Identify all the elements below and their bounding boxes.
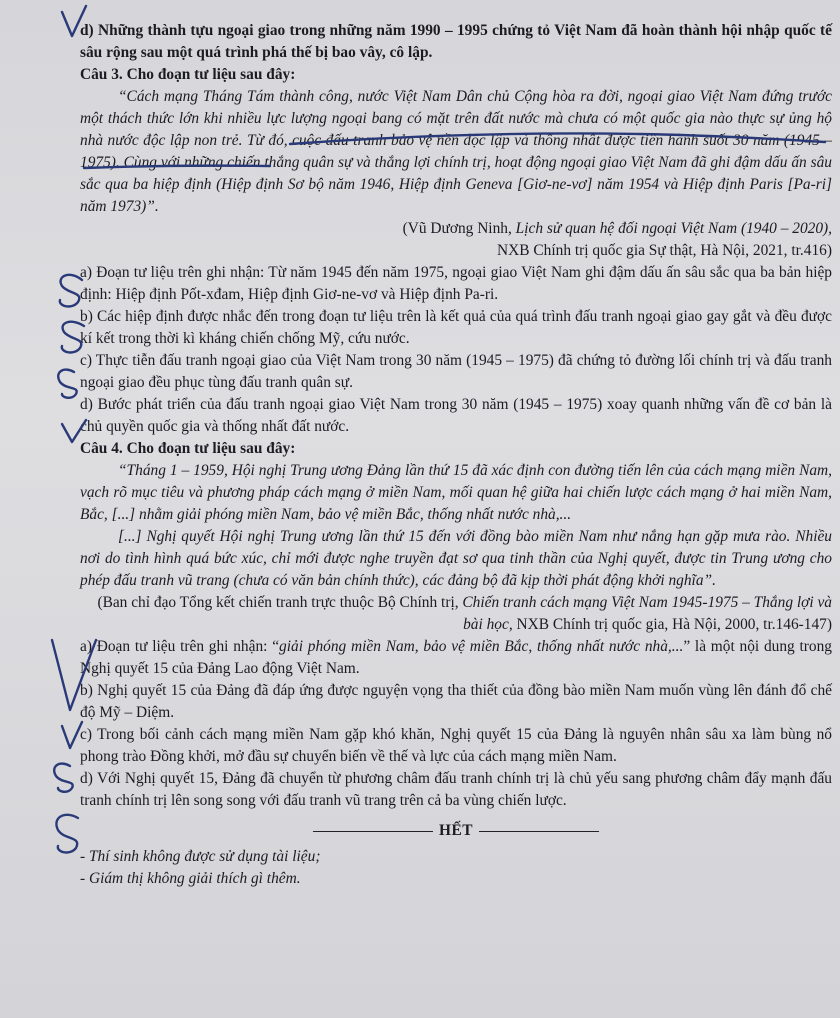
end-rule-right: [479, 831, 599, 832]
q3-option-b: b) Các hiệp định được nhắc đến trong đoạn tư liệu trên là kết quả của quá trình đấu tranh ngoại giao gay gắt và đều được kí kết trong thời kì kháng chiến chống Mỹ, cứu nước.: [80, 308, 832, 347]
q2-option-d-text: d) Những thành tựu ngoại giao trong những năm 1990 – 1995 chứng tỏ Việt Nam đã hoàn thành hội nhập quốc tế sâu rộng sau một quá trình phá thế bị bao vây, cô lập.: [80, 22, 832, 61]
q4-quote-1: “Tháng 1 – 1959, Hội nghị Trung ương Đảng lần thứ 15 đã xác định con đường tiến lên của cách mạng miền Nam, vạch rõ mục tiêu và phương pháp cách mạng ở miền Nam, mối quan hệ giữa hai chiến lược cách mạng ở hai miền Nam, Bắc, [...] nhằm giải phóng miền Nam, bảo vệ miền Bắc, thống nhất nước nhà,...: [80, 462, 832, 523]
q4-quote-2: [...] Nghị quyết Hội nghị Trung ương lần thứ 15 đến với đồng bào miền Nam như nắng hạn gặp mưa rào. Nhiều nơi do tình hình quá bức xúc, chỉ mới được nghe truyền đạt sơ qua tinh thần của Nghị quyết, được tin Trung ương cho phép đấu tranh vũ trang (chưa có văn bản chính thức), các đảng bộ đã kịp thời phát động khởi nghĩa”.: [80, 528, 832, 589]
q3-quote: “Cách mạng Tháng Tám thành công, nước Việt Nam Dân chủ Cộng hòa ra đời, ngoại giao Việt Nam đứng trước một thách thức lớn khi nhiều lực lượng ngoại bang có mặt trên đất nước mà chưa có một quốc gia nào thực sự ủng hộ nhà nước độc lập non trẻ. Từ đó, cuộc đấu tranh bảo vệ nền độc lập và thống nhất được tiến hành suốt 30 năm (1945 – 1975). Cùng với những chiến thắng quân sự và thắng lợi chính trị, hoạt động ngoại giao Việt Nam đã ghi đậm dấu ấn sâu sắc qua ba hiệp định (Hiệp định Sơ bộ năm 1946, Hiệp định Geneva [Giơ-ne-vơ] năm 1954 và Hiệp định Paris [Pa-ri] năm 1973)”.: [80, 88, 832, 215]
s-mark-q3a: [60, 275, 82, 307]
q3-option-d: d) Bước phát triển của đấu tranh ngoại giao Việt Nam trong 30 năm (1945 – 1975) xoay quanh những vấn đề cơ bản là chủ quyền quốc gia và thống nhất đất nước.: [80, 396, 832, 435]
q3-source: (Vũ Dương Ninh, Lịch sử quan hệ đối ngoại Việt Nam (1940 – 2020), NXB Chính trị quốc gia Sự thật, Hà Nội, 2021, tr.416): [402, 220, 832, 259]
end-rule-left: [313, 831, 433, 832]
q4-title: Câu 4. Cho đoạn tư liệu sau đây:: [80, 440, 296, 457]
q4-option-a: a) Đoạn tư liệu trên ghi nhận: “giải phóng miền Nam, bảo vệ miền Bắc, thống nhất nước nhà,...” là một nội dung trong Nghị quyết 15 của Đảng Lao động Việt Nam.: [80, 638, 833, 677]
s-mark-q4d: [56, 815, 78, 853]
s-mark-q3c: [58, 370, 77, 398]
exam-content: [80, 20, 832, 890]
q3-option-a: a) Đoạn tư liệu trên ghi nhận: Từ năm 1945 đến năm 1975, ngoại giao Việt Nam ghi đậm dấu ấn sâu sắc qua ba bản hiệp định: Hiệp định Pốt-xđam, Hiệp định Giơ-ne-vơ và Hiệp định Pa-ri.: [80, 264, 832, 303]
q4-option-b: b) Nghị quyết 15 của Đảng đã đáp ứng được nguyện vọng tha thiết của đồng bào miền Nam muốn vùng lên đánh đổ chế độ Mỹ – Diệm.: [80, 682, 832, 721]
s-mark-q4c: [54, 764, 73, 792]
end-marker: HẾT: [80, 820, 832, 842]
note-1: - Thí sinh không được sử dụng tài liệu;: [80, 848, 321, 865]
q3-option-c: c) Thực tiễn đấu tranh ngoại giao của Việt Nam trong 30 năm (1945 – 1975) đã chứng tỏ đường lối chính trị và đấu tranh ngoại giao đều phục tùng đấu tranh quân sự.: [80, 352, 832, 391]
notes: [80, 846, 832, 890]
q4-option-d: d) Với Nghị quyết 15, Đảng đã chuyển từ phương châm đấu tranh chính trị là chủ yếu sang phương châm đẩy mạnh đấu tranh chính trị lên song song với đấu tranh vũ trang trên cả ba vùng chiến lược.: [80, 770, 832, 809]
q4-option-c: c) Trong bối cảnh cách mạng miền Nam gặp khó khăn, Nghị quyết 15 của Đảng là nguyên nhân sâu xa làm bùng nổ phong trào Đồng khởi, mở đầu sự chuyển biến về thế và lực của cách mạng miền Nam.: [80, 726, 832, 765]
q3-title: Câu 3. Cho đoạn tư liệu sau đây:: [80, 66, 296, 83]
note-2: - Giám thị không giải thích gì thêm.: [80, 870, 301, 887]
check-mark-q4b: [62, 722, 82, 748]
q2-option-d: [80, 20, 832, 64]
q4-source: (Ban chỉ đạo Tổng kết chiến tranh trực thuộc Bộ Chính trị, Chiến tranh cách mạng Việt Nam 1945-1975 – Thắng lợi và bài học, NXB Chính trị quốc gia, Hà Nội, 2000, tr.146-147): [97, 594, 832, 633]
